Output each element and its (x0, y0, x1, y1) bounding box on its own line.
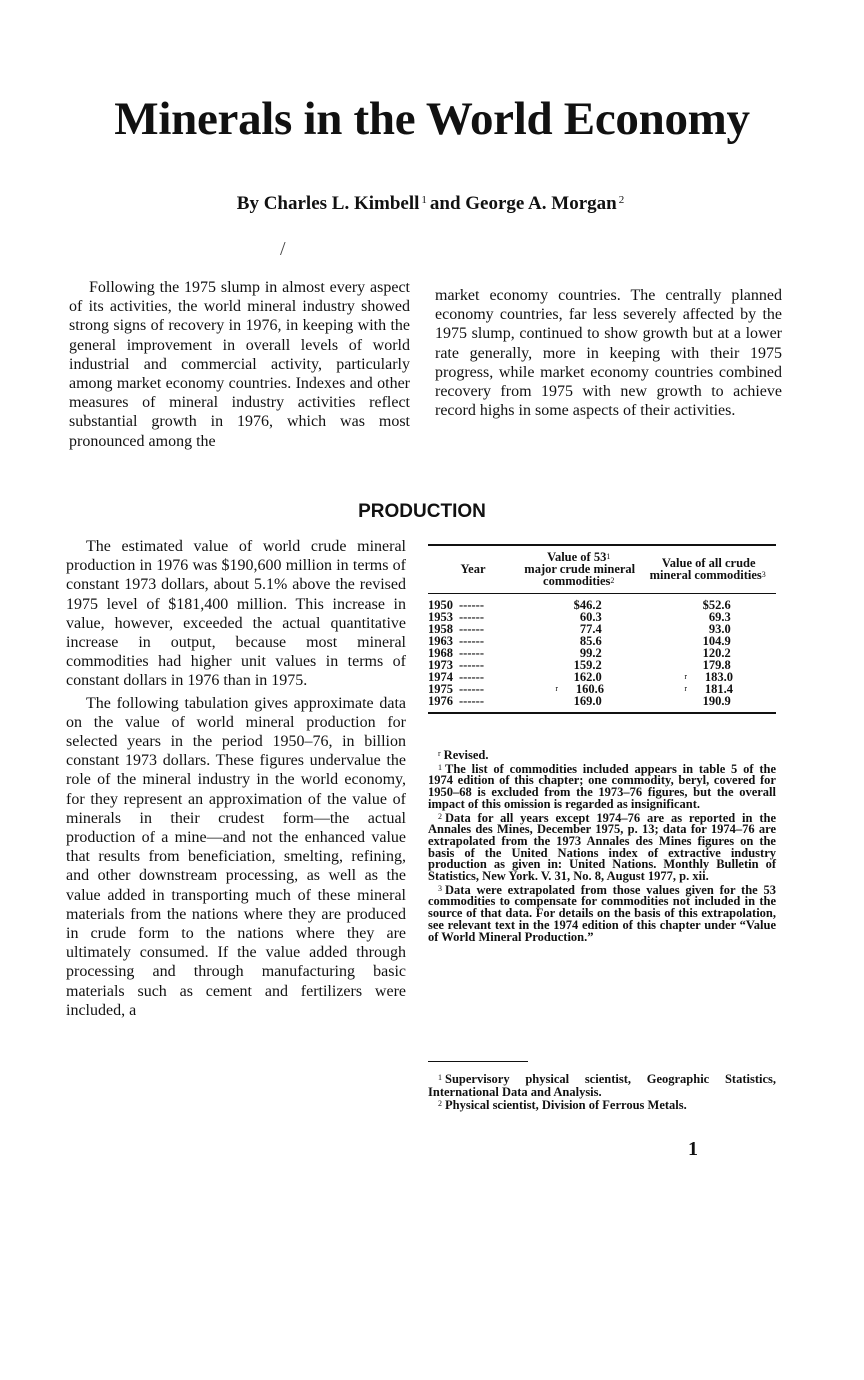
value-all-cell: 69.3 (708, 610, 731, 624)
intro-paragraph-continued: market economy countries. The centrally planned economy countries, far less severely affected by the 1975 slump, continued to show growth but at a lower rate generally, more in keeping with their 1975 progress, while market economy countries combined recovery from 1975 with new growth to achieve record highs in some aspects of their activities. (435, 287, 782, 420)
value-53-cell: 162.0 (573, 670, 602, 684)
body-left-column (66, 537, 406, 1020)
revised-mark: r (684, 672, 688, 681)
intro-left-column (69, 278, 410, 451)
production-table-container (428, 544, 776, 714)
value-53-cell: $^r$ 160.6 (555, 682, 605, 696)
intro-paragraph: Following the 1975 slump in almost every aspect of its activities, the world mineral industry showed strong signs of recovery in 1976, in keeping with the general improvement in overall levels of world industrial and commercial activity, particularly among market economy countries. Indexes and other measures of mineral industry activities reflect substantial growth in 1976, which was most pronounced among the (69, 279, 410, 450)
stray-mark: / (280, 238, 286, 260)
note-revised: $^r$ Revised. (438, 748, 489, 762)
note-2: $^2$ Data for all years except 1974–76 are as reported in the Annales des Mines, December 1975, p. 13; data for 1974–76 are extrapolated from the 1973 Annales des Mines figures on the basis of the United Nations index of extractive industry production as given in: United Nations. Monthly Bulletin of Statistics, New York. V. 31, No. 8, August 1977, p. xii. (428, 810, 776, 884)
value-all-cell: 190.9 (702, 694, 731, 708)
year-cell: 1963 ------ (428, 634, 484, 648)
byline (0, 193, 864, 215)
value-53-cell: 77.4 (579, 622, 602, 636)
year-cell: 1950 ------ (428, 598, 484, 612)
production-table (428, 544, 776, 714)
value-53-cell: 60.3 (579, 610, 602, 624)
year-cell: 1975 ------ (428, 682, 484, 696)
table-header-row (428, 545, 776, 594)
year-cell: 1973 ------ (428, 658, 484, 672)
value-53-cell: $46.2 (573, 598, 602, 612)
revised-mark: r (555, 684, 559, 693)
note-3: $^3$ Data were extrapolated from those values given for the 53 commodities to compensate for commodities not included in the source of that data. For details on the basis of this extrapolation, see relevant text in the 1974 edition of this chapter under “Value of World Mineral Production.” (428, 882, 776, 944)
value-all-cell: $^r$ 181.4 (684, 682, 734, 696)
year-cell: 1974 ------ (428, 670, 484, 684)
page-title: Minerals in the World Economy (114, 93, 750, 145)
page-number: 1 (688, 1138, 698, 1160)
footnote-2: $^2$ Physical scientist, Division of Ferrous Metals. (438, 1098, 687, 1112)
section-heading: PRODUCTION (358, 501, 486, 522)
value-all-cell: 93.0 (708, 622, 731, 636)
year-cell: 1968 ------ (428, 646, 484, 660)
value-53-cell: 85.6 (579, 634, 602, 648)
footnote-ref-2: 2 (618, 194, 625, 206)
table-notes (428, 748, 776, 943)
value-53-cell: 159.2 (573, 658, 602, 672)
header-year: Year (460, 562, 486, 576)
revised-mark: r (684, 684, 688, 693)
header-value-53: Value of $53^1$ major crude mineral commodities$^2$ (524, 550, 636, 588)
table-row (428, 594, 776, 612)
value-all-cell: 120.2 (702, 646, 731, 660)
value-all-cell: 179.8 (702, 658, 731, 672)
body-paragraph-1: The estimated value of world crude mineral production in 1976 was $190,600 million in terms of constant 1973 dollars, about 5.1% above the revised 1975 level of $181,400 million. This increase in value, however, exceeded the actual quantitative increase in output, because most mineral commodities had higher unit values in terms of constant dollars in 1976 than in 1975. (66, 538, 406, 690)
table-row (428, 695, 776, 713)
table-body (428, 594, 776, 714)
footnote-rule (428, 1061, 528, 1062)
author-1: By Charles L. Kimbell (236, 193, 420, 214)
body-paragraph-2: The following tabulation gives approximate data on the value of world mineral production for selected years in the period 1950–76, in billion constant 1973 dollars. These figures undervalue the role of the mineral industry in the world economy, for they represent an approximation of the value of minerals in their crudest form—the actual production of a mine—and not the enhanced value that results from beneficiation, smelting, refining, and other downstream processing, as well as the value added in transporting much of these mineral materials from the nations where they are produced in crude form to the nations where they are ultimately consumed. If the value added through processing and through manufacturing basic materials such as cement and fertilizers were included, a (66, 694, 406, 1019)
author-2: and George A. Morgan (429, 193, 617, 214)
footnote-1: $^1$ Supervisory physical scientist, Geographic Statistics, International Data and Analysis. (428, 1072, 776, 1099)
value-53-cell: 99.2 (579, 646, 602, 660)
page-footnotes (428, 1072, 776, 1112)
year-cell: 1958 ------ (428, 622, 484, 636)
header-value-all: Value of all crude mineral commodities$^3$ (649, 556, 766, 582)
value-all-cell: $^r$ 183.0 (684, 670, 734, 684)
note-1: $^1$ The list of commodities included appears in table 5 of the 1974 edition of this chapter; one commodity, beryl, covered for 1950–68 is excluded from the 1973–76 figures, but the overall impact of this omission is regarded as insignificant. (428, 761, 776, 811)
value-all-cell: 104.9 (702, 634, 731, 648)
year-cell: 1976 ------ (428, 694, 484, 708)
year-cell: 1953 ------ (428, 610, 484, 624)
value-all-cell: $52.6 (702, 598, 731, 612)
footnote-ref-1: 1 (421, 194, 427, 206)
intro-right-column (435, 286, 782, 420)
value-53-cell: 169.0 (573, 694, 602, 708)
